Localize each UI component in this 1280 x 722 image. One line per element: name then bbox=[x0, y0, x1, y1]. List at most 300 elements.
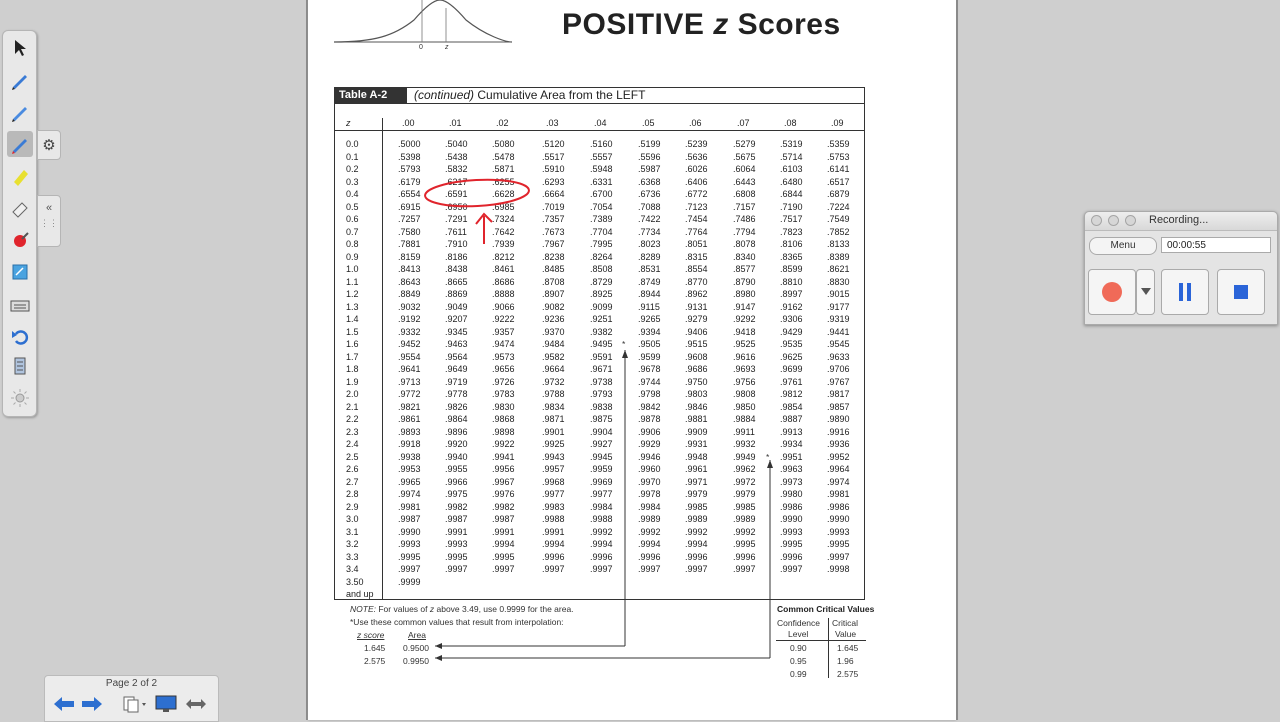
area-cell: .9713 bbox=[398, 376, 421, 387]
area-cell: .7794 bbox=[733, 226, 756, 237]
column-header: .05 bbox=[642, 118, 655, 128]
area-cell: .9977 bbox=[590, 489, 613, 499]
area-cell: .7611 bbox=[445, 226, 467, 237]
notes-icon[interactable] bbox=[7, 259, 33, 285]
table-note: NOTE: For values of z above 3.49, use 0.9999 for the area. bbox=[350, 604, 574, 614]
area-cell: .7257 bbox=[398, 214, 421, 224]
next-page-button[interactable] bbox=[79, 692, 105, 716]
area-cell: .5438 bbox=[445, 151, 468, 162]
area-cell: .8365 bbox=[780, 251, 803, 262]
column-header: .00 bbox=[402, 118, 415, 128]
area-cell: .9949 bbox=[733, 451, 756, 462]
interp-area-2: 0.9950 bbox=[403, 656, 429, 666]
area-cell: .9394 bbox=[638, 326, 661, 337]
area-cell: .6103 bbox=[780, 164, 803, 174]
critical-values-title: Common Critical Values bbox=[777, 604, 875, 614]
area-cell: .9988 bbox=[542, 514, 565, 524]
area-cell: .9966 bbox=[445, 476, 468, 487]
area-cell: .6064 bbox=[733, 164, 756, 174]
area-cell: .6772 bbox=[685, 189, 708, 199]
area-cell: .9983 bbox=[542, 501, 565, 512]
area-cell: .7549 bbox=[827, 214, 850, 224]
area-cell: .8925 bbox=[590, 289, 613, 299]
area-cell: .8980 bbox=[733, 289, 756, 299]
table-caption-bar bbox=[334, 87, 865, 104]
area-cell: .8264 bbox=[590, 251, 613, 262]
area-cell: .9992 bbox=[638, 526, 661, 537]
area-cell: .6331 bbox=[590, 176, 613, 187]
recording-window bbox=[1084, 211, 1278, 325]
area-cell: .9999 bbox=[398, 576, 421, 587]
record-options-button[interactable] bbox=[1136, 269, 1155, 315]
area-cell: .9995 bbox=[780, 539, 803, 549]
area-cell: .9959 bbox=[590, 464, 613, 474]
area-cell: .9783 bbox=[492, 389, 515, 399]
area-cell: .9878 bbox=[638, 414, 661, 424]
curve-label-zero: 0 bbox=[419, 44, 423, 51]
area-cell: .9994 bbox=[542, 539, 565, 549]
z-value-cell: 1.6 bbox=[346, 339, 359, 349]
area-cell: .9988 bbox=[590, 514, 613, 524]
area-cell: .8665 bbox=[445, 276, 468, 287]
area-cell: .9357 bbox=[492, 326, 515, 337]
column-header: .06 bbox=[689, 118, 702, 128]
area-cell: .9505 bbox=[638, 339, 661, 349]
page-right-edge bbox=[956, 0, 958, 720]
z-value-cell: 1.8 bbox=[346, 364, 359, 374]
area-cell: .9997 bbox=[733, 564, 756, 574]
screen-display-button[interactable] bbox=[153, 692, 179, 716]
interp-note: *Use these common values that result from interpolation: bbox=[350, 617, 564, 627]
area-cell: .9744 bbox=[638, 376, 661, 387]
area-cell: .7088 bbox=[638, 201, 661, 212]
area-cell: .9997 bbox=[445, 564, 468, 574]
area-cell: .5120 bbox=[542, 139, 565, 149]
area-cell: .9821 bbox=[398, 401, 421, 412]
z-value-cell: 0.9 bbox=[346, 251, 359, 262]
record-icon bbox=[1100, 280, 1124, 304]
area-cell: .6950 bbox=[445, 201, 468, 212]
pause-button[interactable] bbox=[1161, 269, 1209, 315]
area-cell: .9995 bbox=[492, 551, 515, 562]
area-cell: .5199 bbox=[638, 139, 661, 149]
area-cell: .9965 bbox=[398, 476, 421, 487]
area-cell: .9987 bbox=[398, 514, 421, 524]
z-value-cell: 3.50 bbox=[346, 576, 364, 587]
pen-blue-icon[interactable] bbox=[7, 67, 33, 93]
z-value-cell: 0.2 bbox=[346, 164, 359, 174]
area-cell: .9850 bbox=[733, 401, 756, 412]
z-value-cell: 0.6 bbox=[346, 214, 359, 224]
area-cell: .6808 bbox=[733, 189, 756, 199]
area-cell: .9641 bbox=[398, 364, 421, 374]
area-cell: .8643 bbox=[398, 276, 421, 287]
area-cell: .8599 bbox=[780, 264, 803, 274]
area-cell: .5359 bbox=[827, 139, 850, 149]
area-cell: .9997 bbox=[492, 564, 515, 574]
area-cell: .9265 bbox=[638, 314, 661, 324]
area-cell: .9474 bbox=[492, 339, 515, 349]
area-cell: .5753 bbox=[827, 151, 850, 162]
area-cell: .9946 bbox=[638, 451, 661, 462]
area-cell: .8023 bbox=[638, 239, 661, 249]
elapsed-time: 00:00:55 bbox=[1161, 237, 1271, 253]
area-cell: .8413 bbox=[398, 264, 421, 274]
area-cell: .8531 bbox=[638, 264, 661, 274]
area-cell: .9890 bbox=[827, 414, 850, 424]
area-cell: .8749 bbox=[638, 276, 661, 287]
area-cell: .9991 bbox=[492, 526, 515, 537]
close-window-button[interactable] bbox=[1091, 215, 1102, 226]
area-cell: .6293 bbox=[542, 176, 565, 187]
area-cell: .9992 bbox=[685, 526, 708, 537]
area-cell: .9918 bbox=[398, 439, 421, 449]
column-header: .04 bbox=[594, 118, 607, 128]
area-cell: .8621 bbox=[827, 264, 850, 274]
area-cell: .9236 bbox=[542, 314, 565, 324]
area-cell: .9846 bbox=[685, 401, 708, 412]
area-cell: .9306 bbox=[780, 314, 803, 324]
interp-z-2: 2.575 bbox=[364, 656, 386, 666]
area-cell: .9573 bbox=[492, 351, 515, 362]
grip-icon: ⋮⋮ bbox=[40, 218, 58, 228]
area-cell: .8810 bbox=[780, 276, 803, 287]
z-value-cell: 2.3 bbox=[346, 426, 359, 437]
area-cell: .9997 bbox=[398, 564, 421, 574]
area-cell: .9996 bbox=[638, 551, 661, 562]
area-cell: .9997 bbox=[827, 551, 850, 562]
z-value-cell: 1.3 bbox=[346, 301, 359, 312]
z-column-header: z bbox=[346, 118, 351, 128]
area-cell: .9633 bbox=[827, 351, 850, 362]
area-cell: .9927 bbox=[590, 439, 613, 449]
area-cell: .9955 bbox=[445, 464, 468, 474]
interp-header-z: z score bbox=[357, 630, 385, 640]
table-caption: (continued) Cumulative Area from the LEFT bbox=[414, 88, 646, 102]
area-cell: .9911 bbox=[733, 426, 755, 437]
arrow-left-icon bbox=[52, 696, 76, 712]
area-cell: .9994 bbox=[638, 539, 661, 549]
area-cell: .6591 bbox=[445, 189, 468, 199]
area-cell: .9803 bbox=[685, 389, 708, 399]
area-cell: .9778 bbox=[445, 389, 468, 399]
area-cell: .9808 bbox=[733, 389, 756, 399]
area-cell: .9898 bbox=[492, 426, 515, 437]
area-cell: .9995 bbox=[827, 539, 850, 549]
area-cell: .9996 bbox=[542, 551, 565, 562]
area-cell: .7881 bbox=[398, 239, 421, 249]
pen-blue-alt-icon[interactable] bbox=[7, 99, 33, 125]
area-cell: .9854 bbox=[780, 401, 803, 412]
area-cell: .9975 bbox=[445, 489, 468, 499]
area-cell: .8289 bbox=[638, 251, 661, 262]
page-title: POSITIVE z Scores bbox=[562, 8, 841, 41]
area-cell: .7580 bbox=[398, 226, 421, 237]
highlighter-icon[interactable] bbox=[7, 163, 33, 189]
area-cell: .9993 bbox=[398, 539, 421, 549]
area-cell: .9940 bbox=[445, 451, 468, 462]
cv-confidence-cell: 0.95 bbox=[790, 656, 807, 666]
z-value-cell: 3.1 bbox=[346, 526, 359, 537]
collapse-palette-button[interactable] bbox=[37, 195, 61, 247]
area-cell: .9967 bbox=[492, 476, 515, 487]
area-cell: .8159 bbox=[398, 251, 421, 262]
interp-header-area: Area bbox=[408, 630, 426, 640]
area-cell: .9982 bbox=[492, 501, 515, 512]
area-cell: .9887 bbox=[780, 414, 803, 424]
z-value-cell: 2.6 bbox=[346, 464, 359, 474]
area-cell: .6443 bbox=[733, 176, 756, 187]
undo-icon[interactable] bbox=[7, 323, 33, 349]
area-cell: .9788 bbox=[542, 389, 565, 399]
area-cell: .7157 bbox=[733, 201, 756, 212]
area-cell: .7324 bbox=[492, 214, 515, 224]
area-cell: .9099 bbox=[590, 301, 613, 312]
area-cell: .6915 bbox=[398, 201, 421, 212]
area-cell: .5948 bbox=[590, 164, 613, 174]
area-cell: .9162 bbox=[780, 301, 803, 312]
area-cell: .9370 bbox=[542, 326, 565, 337]
area-cell: .9406 bbox=[685, 326, 708, 337]
area-cell: .7517 bbox=[780, 214, 803, 224]
gear-icon[interactable]: ⚙ bbox=[37, 130, 61, 160]
area-cell: .8790 bbox=[733, 276, 756, 287]
area-cell: .9738 bbox=[590, 376, 613, 387]
area-cell: .9932 bbox=[733, 439, 756, 449]
area-cell: .5675 bbox=[733, 151, 756, 162]
area-cell: .9982 bbox=[445, 501, 468, 512]
area-cell: .9864 bbox=[445, 414, 468, 424]
area-cell: .9960 bbox=[638, 464, 661, 474]
area-cell: .9761 bbox=[780, 376, 803, 387]
area-cell: .9793 bbox=[590, 389, 613, 399]
pen-red-icon[interactable] bbox=[7, 131, 33, 157]
area-cell: .9985 bbox=[733, 501, 756, 512]
normal-curve-illustration bbox=[334, 0, 514, 56]
area-cell: .9984 bbox=[590, 501, 613, 512]
area-cell: .8461 bbox=[492, 264, 515, 274]
area-cell: .5987 bbox=[638, 164, 661, 174]
area-cell: .9992 bbox=[733, 526, 756, 537]
area-cell: .9279 bbox=[685, 314, 708, 324]
column-header: .01 bbox=[449, 118, 462, 128]
recording-title: Recording... bbox=[1149, 214, 1209, 226]
area-cell: .9719 bbox=[445, 376, 468, 387]
area-cell: .9693 bbox=[733, 364, 756, 374]
recorder-menu-button[interactable]: Menu bbox=[1089, 237, 1157, 255]
area-cell: .9973 bbox=[780, 476, 803, 487]
horizontal-arrows-icon bbox=[185, 697, 207, 711]
area-cell: .9970 bbox=[638, 476, 661, 487]
area-cell: .9015 bbox=[827, 289, 850, 299]
area-cell: .7910 bbox=[445, 239, 468, 249]
cv-header-level: Level bbox=[788, 629, 809, 639]
area-cell: .9925 bbox=[542, 439, 565, 449]
area-cell: .9993 bbox=[827, 526, 850, 537]
area-cell: .9656 bbox=[492, 364, 515, 374]
area-cell: .9452 bbox=[398, 339, 421, 349]
area-cell: .9535 bbox=[780, 339, 803, 349]
cv-confidence-cell: 0.90 bbox=[790, 643, 807, 653]
area-cell: .8212 bbox=[492, 251, 515, 262]
z-value-cell: 1.0 bbox=[346, 264, 359, 274]
area-cell: .9994 bbox=[590, 539, 613, 549]
area-cell: .9345 bbox=[445, 326, 468, 337]
area-cell: .8869 bbox=[445, 289, 468, 299]
area-cell: .9893 bbox=[398, 426, 421, 437]
page-indicator: Page 2 of 2 bbox=[105, 678, 158, 689]
area-cell: .7704 bbox=[590, 226, 613, 237]
area-cell: .9706 bbox=[827, 364, 850, 374]
area-cell: .9952 bbox=[827, 451, 850, 462]
area-cell: .7123 bbox=[685, 201, 708, 212]
area-cell: .8554 bbox=[685, 264, 708, 274]
cv-header-confidence: Confidence bbox=[777, 618, 821, 628]
area-cell: .9032 bbox=[398, 301, 421, 312]
area-cell: .9943 bbox=[542, 451, 565, 462]
select-arrow-icon[interactable] bbox=[7, 35, 33, 61]
page-layout-button[interactable] bbox=[121, 692, 149, 716]
area-cell: .9332 bbox=[398, 326, 421, 337]
area-cell: .6664 bbox=[542, 189, 565, 199]
area-cell: .9772 bbox=[398, 389, 421, 399]
area-cell: .9817 bbox=[827, 389, 850, 399]
z-column-rule bbox=[382, 118, 383, 600]
area-cell: .9732 bbox=[542, 376, 565, 387]
z-value-cell: 0.0 bbox=[346, 139, 359, 149]
area-cell: .7054 bbox=[590, 201, 613, 212]
area-cell: .9997 bbox=[638, 564, 661, 574]
area-cell: .9896 bbox=[445, 426, 468, 437]
area-cell: .9997 bbox=[542, 564, 565, 574]
zoom-window-button[interactable] bbox=[1125, 215, 1136, 226]
area-cell: .7642 bbox=[492, 226, 515, 237]
eraser-icon[interactable] bbox=[7, 195, 33, 221]
clear-icon[interactable] bbox=[7, 353, 33, 379]
record-button[interactable] bbox=[1088, 269, 1136, 315]
area-cell: .9951 bbox=[780, 451, 803, 462]
area-cell: .6217 bbox=[445, 176, 468, 187]
area-cell: .5714 bbox=[780, 151, 803, 162]
area-cell: .9971 bbox=[685, 476, 708, 487]
area-cell: .5557 bbox=[590, 151, 613, 162]
shape-eraser-icon[interactable] bbox=[7, 227, 33, 253]
area-cell: .9986 bbox=[827, 501, 850, 512]
area-cell: .6141 bbox=[827, 164, 850, 174]
area-cell: .6879 bbox=[827, 189, 850, 199]
area-cell: .9995 bbox=[733, 539, 756, 549]
area-cell: .9591 bbox=[590, 351, 613, 362]
area-cell: .8888 bbox=[492, 289, 515, 299]
area-cell: .5636 bbox=[685, 151, 708, 162]
area-cell: .9525 bbox=[733, 339, 756, 349]
minimize-window-button[interactable] bbox=[1108, 215, 1119, 226]
keyboard-icon[interactable] bbox=[7, 293, 33, 319]
area-cell: .5832 bbox=[445, 164, 468, 174]
area-cell: .9515 bbox=[685, 339, 708, 349]
area-cell: .9962 bbox=[733, 464, 756, 474]
area-cell: .5160 bbox=[590, 139, 613, 149]
area-cell: .9994 bbox=[685, 539, 708, 549]
area-cell: .9922 bbox=[492, 439, 515, 449]
area-cell: .6026 bbox=[685, 164, 708, 174]
area-cell: .5910 bbox=[542, 164, 565, 174]
area-cell: .9881 bbox=[685, 414, 708, 424]
fit-width-button[interactable] bbox=[183, 692, 209, 716]
z-value-cell: 2.9 bbox=[346, 501, 359, 512]
z-value-cell: 0.8 bbox=[346, 239, 359, 249]
area-cell: .8186 bbox=[445, 251, 468, 262]
area-cell: .9812 bbox=[780, 389, 803, 399]
area-cell: .7357 bbox=[542, 214, 565, 224]
area-cell: .7190 bbox=[780, 201, 803, 212]
area-cell: .9995 bbox=[445, 551, 468, 562]
area-cell: .9964 bbox=[827, 464, 850, 474]
area-cell: .5239 bbox=[685, 139, 708, 149]
area-cell: .9678 bbox=[638, 364, 661, 374]
area-cell: .6480 bbox=[780, 176, 803, 187]
area-cell: .6554 bbox=[398, 189, 421, 199]
area-cell: .9990 bbox=[827, 514, 850, 524]
area-cell: .9115 bbox=[638, 301, 660, 312]
area-cell: .9974 bbox=[398, 489, 421, 499]
area-cell: .9564 bbox=[445, 351, 468, 362]
area-cell: .9974 bbox=[827, 476, 850, 487]
area-cell: .9625 bbox=[780, 351, 803, 362]
area-cell: .9699 bbox=[780, 364, 803, 374]
area-cell: .9984 bbox=[638, 501, 661, 512]
z-value-cell: 1.5 bbox=[346, 326, 359, 337]
annotation-tool-palette bbox=[2, 30, 37, 417]
area-cell: .8830 bbox=[827, 276, 850, 287]
area-cell: .5517 bbox=[542, 151, 565, 162]
area-cell: .9884 bbox=[733, 414, 756, 424]
area-cell: .9767 bbox=[827, 376, 850, 387]
area-cell: .9649 bbox=[445, 364, 468, 374]
arrow-right-icon bbox=[80, 696, 104, 712]
area-cell: .9972 bbox=[733, 476, 756, 487]
area-cell: .9495 bbox=[590, 339, 613, 349]
area-cell: .6179 bbox=[398, 176, 421, 187]
area-cell: .9985 bbox=[685, 501, 708, 512]
previous-page-button[interactable] bbox=[51, 692, 77, 716]
area-cell: .9989 bbox=[685, 514, 708, 524]
area-cell: .9838 bbox=[590, 401, 613, 412]
area-cell: .7939 bbox=[492, 239, 515, 249]
stop-icon bbox=[1233, 284, 1249, 300]
recording-titlebar[interactable] bbox=[1085, 212, 1277, 231]
area-cell: .9978 bbox=[638, 489, 661, 499]
area-cell: .9931 bbox=[685, 439, 708, 449]
z-value-cell: 2.0 bbox=[346, 389, 359, 399]
area-cell: .9463 bbox=[445, 339, 468, 349]
stop-button[interactable] bbox=[1217, 269, 1265, 315]
area-cell: .5319 bbox=[780, 139, 803, 149]
settings-sun-icon[interactable] bbox=[7, 385, 33, 411]
area-cell: .7291 bbox=[445, 214, 468, 224]
column-header: .09 bbox=[831, 118, 844, 128]
area-cell: .9861 bbox=[398, 414, 421, 424]
area-cell: .9842 bbox=[638, 401, 661, 412]
area-cell: .7764 bbox=[685, 226, 708, 237]
area-cell: .9222 bbox=[492, 314, 515, 324]
area-cell: .8238 bbox=[542, 251, 565, 262]
area-cell: .9608 bbox=[685, 351, 708, 362]
area-cell: .7852 bbox=[827, 226, 850, 237]
area-cell: .7967 bbox=[542, 239, 565, 249]
area-cell: .9996 bbox=[733, 551, 756, 562]
area-cell: .9997 bbox=[685, 564, 708, 574]
